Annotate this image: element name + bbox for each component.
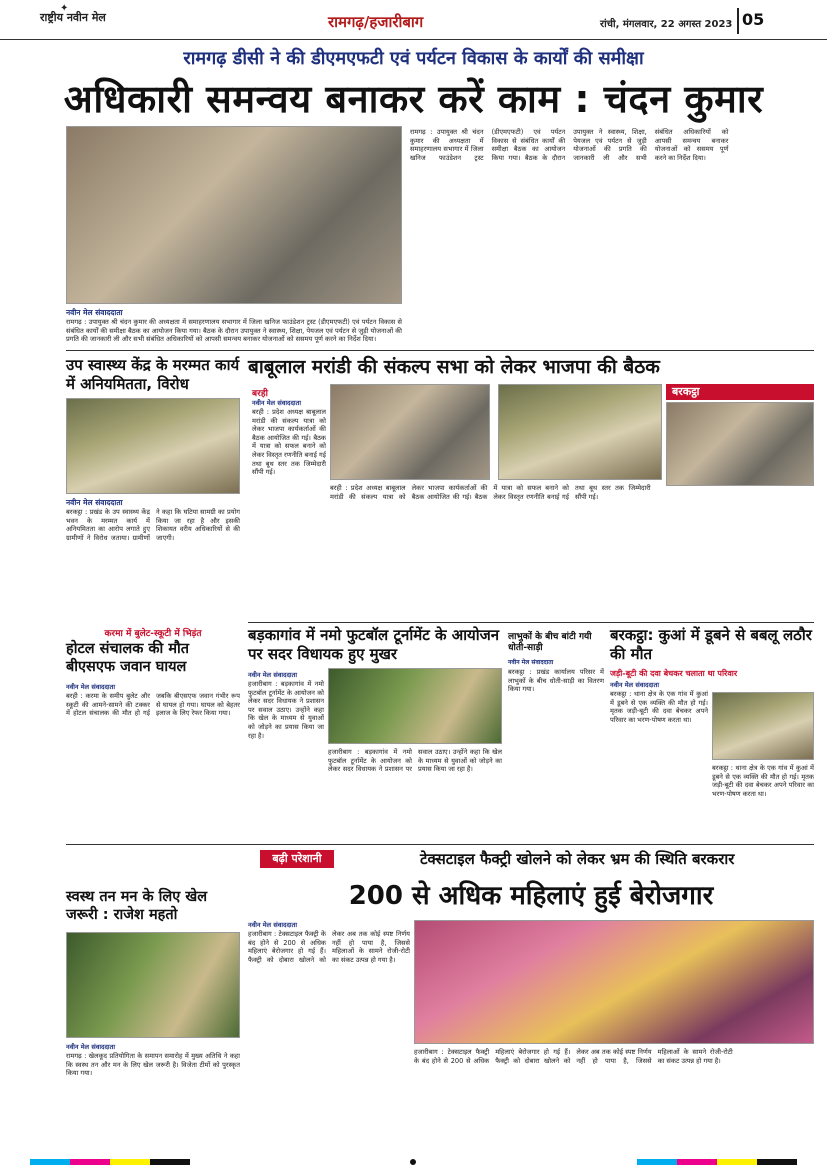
story9-text-a: हजारीबाग : टेक्सटाइल फैक्ट्री के बंद होने से 200 से अधिक महिलाएं बेरोजगार हो गई हैं। फैक्ट्री को दोबारा खोलने को लेकर अब तक कोई स्पष्ट निर्णय नहीं हो पाया है, जिससे महिलाओं के सामने रोजी-रोटी का संकट उत्पन्न हो गया है। [248, 930, 410, 964]
story8-photo [66, 932, 240, 1038]
story1-text-a: रामगढ़ : उपायुक्त श्री चंदन कुमार की अध्यक्षता में समाहरणालय सभागार में जिला खनिज फाउंडेशन ट्रस्ट (डीएमएफटी) एवं पर्यटन विकास से संबंधित कार्यों की समीक्षा बैठक का आयोजन किया गया। बैठक के दौरान उपायुक्त ने स्वास्थ्य, शिक्षा, पेयजल एवं पर्यटन से जुड़ी योजनाओं की प्रगति की जानकारी ली और सभी संबंधित अधिकारियों को आपसी समन्वय बनाकर योजनाओं को ससमय पूर्ण करने का निर्देश दिया। [66, 318, 402, 344]
story2-headline: उप स्वास्थ्य केंद्र के मरम्मत कार्य में अनियमितता, विरोध [66, 356, 240, 393]
story1-headline: अधिकारी समन्वय बनाकर करें काम : चंदन कुमार [63, 77, 764, 121]
color-registration-strip [0, 1158, 827, 1166]
page-divider [737, 8, 739, 34]
story7-text: बरही : करमा के समीप बुलेट और स्कूटी की आमने-सामने की टक्कर में होटल संचालक की मौत हो गई जबकि बीएसएफ जवान गंभीर रूप से घायल हो गया। घायल को बेहतर इलाज के लिए रेफर किया गया। [66, 692, 240, 718]
story1-byline: नवीन मेल संवाददाता [66, 308, 123, 317]
story3-photo-b [498, 384, 662, 480]
story4-headline: बड़कागांव में नमो फुटबॉल टूर्नामेंट के आयोजन पर सदर विधायक हुए मुखर [248, 626, 500, 663]
newspaper-logo: राष्ट्रीय नवीन मेल [40, 11, 106, 24]
story9-headline: 200 से अधिक महिलाएं हुई बेरोजगार [348, 881, 714, 911]
page-number: 05 [742, 10, 765, 29]
story3-text-a: बरही : प्रदेश अध्यक्ष बाबूलाल मरांडी की संकल्प यात्रा को लेकर भाजपा कार्यकर्ताओं की बैठक आयोजित की गई। बैठक में यात्रा को सफल बनाने को लेकर विस्तृत रणनीति बनाई गई तथा बूथ स्तर तक जिम्मेदारी सौंपी गई। [252, 408, 326, 477]
story9-text-b: हजारीबाग : टेक्सटाइल फैक्ट्री के बंद होने से 200 से अधिक महिलाएं बेरोजगार हो गई हैं। फैक्ट्री को दोबारा खोलने को लेकर अब तक कोई स्पष्ट निर्णय नहीं हो पाया है, जिससे महिलाओं के सामने रोजी-रोटी का संकट उत्पन्न हो गया है। [414, 1048, 733, 1065]
story1-text-b: रामगढ़ : उपायुक्त श्री चंदन कुमार की अध्यक्षता में समाहरणालय सभागार में जिला खनिज फाउंडेशन ट्रस्ट (डीएमएफटी) एवं पर्यटन विकास से संबंधित कार्यों की समीक्षा बैठक का आयोजन किया गया। बैठक के दौरान उपायुक्त ने स्वास्थ्य, शिक्षा, पेयजल एवं पर्यटन से जुड़ी योजनाओं की प्रगति की जानकारी ली और सभी संबंधित अधिकारियों को आपसी समन्वय बनाकर योजनाओं को ससमय पूर्ण करने का निर्देश दिया। [410, 128, 729, 162]
story3-headline: बाबूलाल मरांडी की संकल्प सभा को लेकर भाजपा की बैठक [248, 356, 660, 378]
bird-logo-icon: ✦ [60, 3, 69, 14]
story9-byline: नवीन मेल संवाददाता [248, 921, 297, 929]
story9-kicker: टेक्सटाइल फैक्ट्री खोलने को लेकर भ्रम की स्थिति बरकरार [420, 850, 735, 868]
story7-headline: होटल संचालक की मौत बीएसएफ जवान घायल [66, 641, 190, 675]
story2-photo [66, 398, 240, 494]
story3-byline: नवीन मेल संवाददाता [252, 399, 301, 407]
story1-photo [66, 126, 402, 304]
story5-byline: नवीन मेल संवाददाता [508, 659, 554, 666]
story7-byline: नवीन मेल संवाददाता [66, 683, 115, 691]
story6-photo [712, 692, 814, 760]
divider [66, 350, 814, 351]
story6-kicker: जड़ी-बूटी की दवा बेचकर चलाता था परिवार [610, 669, 738, 678]
divider [66, 844, 814, 845]
story6-text-b: बरकट्ठा : थाना क्षेत्र के एक गांव में कुआं में डूबने से एक व्यक्ति की मौत हो गई। मृतक जड़ी-बूटी की दवा बेचकर अपने परिवार का भरण-पोषण करता था। [712, 764, 814, 798]
story4-text-a: हजारीबाग : बड़कागांव में नमो फुटबॉल टूर्नामेंट के आयोजन को लेकर सदर विधायक ने प्रशासन पर सवाल उठाए। उन्होंने कहा कि खेल के माध्यम से युवाओं को जोड़ने का प्रयास किया जा रहा है। [248, 680, 324, 740]
issue-date: रांची, मंगलवार, 22 अगस्त 2023 [600, 19, 733, 30]
story1-kicker: रामगढ़ डीसी ने की डीएमएफटी एवं पर्यटन विकास के कार्यों की समीक्षा [183, 48, 644, 69]
masthead [0, 0, 827, 40]
story2-byline: नवीन मेल संवाददाता [66, 498, 123, 507]
story6-text-a: बरकट्ठा : थाना क्षेत्र के एक गांव में कुआं में डूबने से एक व्यक्ति की मौत हो गई। मृतक जड़ी-बूटी की दवा बेचकर अपने परिवार का भरण-पोषण करता था। [610, 690, 708, 724]
story3-photo-a [330, 384, 490, 480]
story6-headline: बरकट्ठा: कुआं में डूबने से बबलू लठौर की मौत [610, 626, 812, 663]
story4-text-b: हजारीबाग : बड़कागांव में नमो फुटबॉल टूर्नामेंट के आयोजन को लेकर सदर विधायक ने प्रशासन पर सवाल उठाए। उन्होंने कहा कि खेल के माध्यम से युवाओं को जोड़ने का प्रयास किया जा रहा है। [328, 748, 502, 774]
story3-photo-c [666, 402, 814, 486]
story8-headline: स्वस्थ तन मन के लिए खेल जरूरी : राजेश महतो [66, 889, 208, 923]
story4-byline: नवीन मेल संवाददाता [248, 671, 297, 679]
story2-text: बरकट्ठा : प्रखंड के उप स्वास्थ्य केंद्र भवन के मरम्मत कार्य में अनियमितता का आरोप लगाते हुए ग्रामीणों ने विरोध जताया। ग्रामीणों ने कहा कि घटिया सामग्री का प्रयोग किया जा रहा है और इसकी शिकायत वरीय अधिकारियों से की जाएगी। [66, 508, 240, 542]
story9-photo [414, 920, 814, 1044]
story3-tag-right: बरकट्ठा [666, 384, 814, 400]
story9-tag: बढ़ी परेशानी [260, 850, 334, 868]
story3-text-b: बरही : प्रदेश अध्यक्ष बाबूलाल मरांडी की संकल्प यात्रा को लेकर भाजपा कार्यकर्ताओं की बैठक आयोजित की गई। बैठक में यात्रा को सफल बनाने को लेकर विस्तृत रणनीति बनाई गई तथा बूथ स्तर तक जिम्मेदारी सौंपी गई। [330, 484, 651, 501]
story3-tag-left: बरही [252, 389, 268, 399]
section-title: रामगढ़/हजारीबाग [328, 13, 424, 31]
story7-kicker: करमा में बुलेट-स्कूटी में भिड़ंत [104, 629, 202, 639]
story8-byline: नवीन मेल संवाददाता [66, 1043, 115, 1051]
story8-text: रामगढ़ : खेलकूद प्रतियोगिता के समापन समारोह में मुख्य अतिथि ने कहा कि स्वस्थ तन और मन के लिए खेल जरूरी है। विजेता टीमों को पुरस्कृत किया गया। [66, 1052, 240, 1078]
story4-photo [328, 668, 502, 744]
story6-byline: नवीन मेल संवाददाता [610, 681, 659, 689]
story5-headline: लाभुकों के बीच बांटी गयी धोती-साड़ी [508, 632, 592, 653]
story5-text: बरकट्ठा : प्रखंड कार्यालय परिसर में लाभुकों के बीच धोती-साड़ी का वितरण किया गया। [508, 668, 604, 694]
divider [248, 622, 814, 623]
